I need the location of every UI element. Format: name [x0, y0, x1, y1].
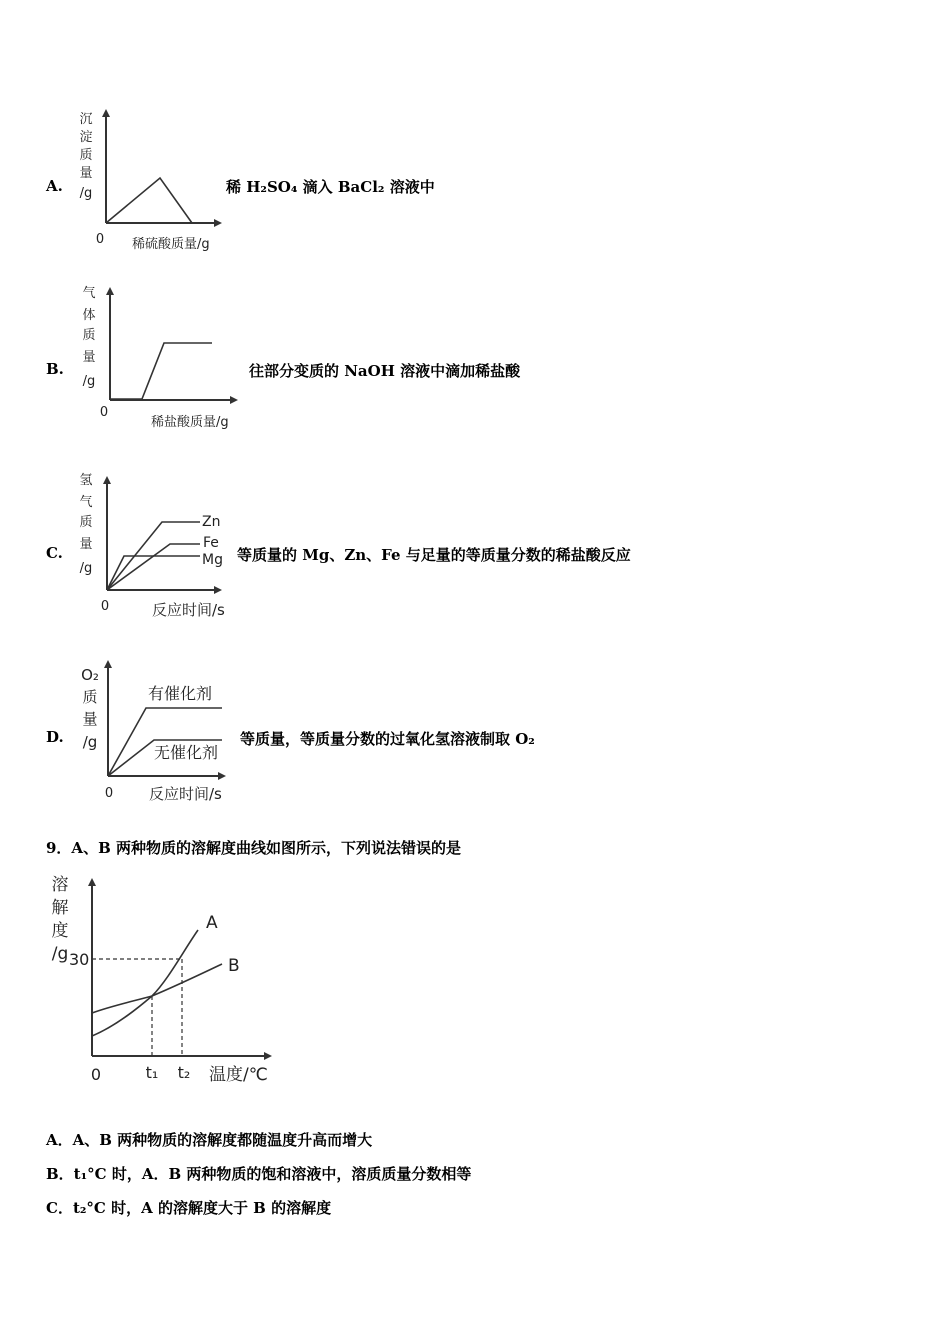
- x-axis-arrow: [264, 1052, 272, 1060]
- option-d-caption: 等质量，等质量分数的过氧化氢溶液制取 O₂: [240, 730, 535, 748]
- ylabel-char: 量: [79, 166, 93, 181]
- chart-d: [72, 652, 252, 807]
- option-c-caption: 等质量的 Mg、Zn、Fe 与足量的等质量分数的稀盐酸反应: [237, 546, 631, 564]
- ylabel-char: /g: [79, 186, 93, 201]
- ylabel-char: 质: [79, 515, 93, 530]
- origin-label: 0: [100, 599, 110, 614]
- y-axis-arrow: [88, 878, 96, 886]
- option-b-letter: B.: [46, 360, 64, 378]
- choice-c: C．t₂°C 时，A 的溶解度大于 B 的溶解度: [46, 1199, 332, 1217]
- chart-c-xlabel: 反应时间/s: [152, 601, 225, 619]
- chart-a-ylabel: [79, 112, 92, 201]
- curve-label-b: B: [228, 956, 240, 976]
- chart-c: [72, 468, 242, 623]
- option-d-letter: D.: [46, 728, 64, 746]
- x-tick-t1: t₁: [145, 1063, 159, 1082]
- chart-a-curve: [106, 178, 192, 223]
- ylabel-char: /g: [82, 733, 98, 751]
- ylabel-char: 质: [79, 148, 93, 163]
- x-tick-t2: t₂: [177, 1063, 191, 1082]
- ylabel-char: 沉: [79, 112, 93, 127]
- chart-c-fe-curve: [107, 544, 200, 590]
- chart-b-curve: [110, 343, 212, 399]
- chart-a: [70, 105, 240, 255]
- option-c-letter: C.: [46, 544, 63, 562]
- ylabel-char: 质: [82, 328, 96, 343]
- y-axis-arrow: [103, 476, 111, 484]
- choice-a: A．A、B 两种物质的溶解度都随温度升高而增大: [46, 1131, 373, 1149]
- x-axis-arrow: [230, 396, 238, 404]
- question-9-stem: 9．A、B 两种物质的溶解度曲线如图所示，下列说法错误的是: [46, 839, 461, 857]
- option-a-caption: 稀 H₂SO₄ 滴入 BaCl₂ 溶液中: [226, 178, 435, 196]
- ylabel-char: 气: [82, 286, 96, 301]
- y-axis-arrow: [102, 109, 110, 117]
- origin-label: 0: [90, 1065, 102, 1084]
- curve-b: [92, 964, 222, 1013]
- ylabel-char: 度: [51, 921, 69, 941]
- ylabel-char: 量: [79, 537, 93, 552]
- ylabel-char: 量: [82, 350, 96, 365]
- series-label-nocatalyst: 无催化剂: [154, 743, 219, 762]
- series-label-catalyst: 有催化剂: [148, 684, 213, 703]
- origin-label: 0: [104, 786, 114, 801]
- chart-b-xlabel: 稀盐酸质量/g: [151, 415, 229, 430]
- chart-d-xlabel: 反应时间/s: [149, 785, 222, 803]
- ylabel-char: 质: [82, 688, 98, 706]
- choice-b: B．t₁°C 时，A．B 两种物质的饱和溶液中，溶质质量分数相等: [46, 1165, 472, 1183]
- x-axis-arrow: [218, 772, 226, 780]
- option-a-letter: A.: [46, 177, 63, 195]
- origin-label: 0: [99, 405, 109, 420]
- ylabel-char: /g: [51, 944, 69, 964]
- ylabel-char: 量: [82, 710, 98, 728]
- ylabel-char: 溶: [51, 875, 69, 895]
- ylabel-char: 体: [82, 308, 96, 323]
- chart-b: [72, 282, 252, 432]
- ylabel-char: /g: [82, 374, 96, 389]
- y-axis-arrow: [106, 287, 114, 295]
- origin-label: 0: [95, 232, 105, 247]
- ylabel-char: /g: [79, 561, 93, 576]
- ylabel-char: O₂: [81, 666, 99, 684]
- solubility-xlabel: 温度/℃: [209, 1065, 268, 1085]
- ylabel-char: 淀: [79, 130, 93, 145]
- ylabel-char: 氢: [79, 473, 93, 488]
- x-axis-arrow: [214, 219, 222, 227]
- chart-d-catalyst-curve: [108, 708, 222, 776]
- x-axis-arrow: [214, 586, 222, 594]
- solubility-chart: [46, 868, 286, 1088]
- option-b-caption: 往部分变质的 NaOH 溶液中滴加稀盐酸: [249, 362, 521, 380]
- curve-label-a: A: [206, 913, 218, 933]
- ylabel-char: 解: [51, 898, 69, 918]
- series-label-zn: Zn: [202, 514, 221, 530]
- chart-a-xlabel: 稀硫酸质量/g: [132, 237, 210, 252]
- series-label-mg: Mg: [202, 552, 223, 568]
- ylabel-char: 气: [79, 495, 93, 510]
- y-tick-30: 30: [69, 950, 90, 969]
- series-label-fe: Fe: [203, 535, 219, 551]
- y-axis-arrow: [104, 660, 112, 668]
